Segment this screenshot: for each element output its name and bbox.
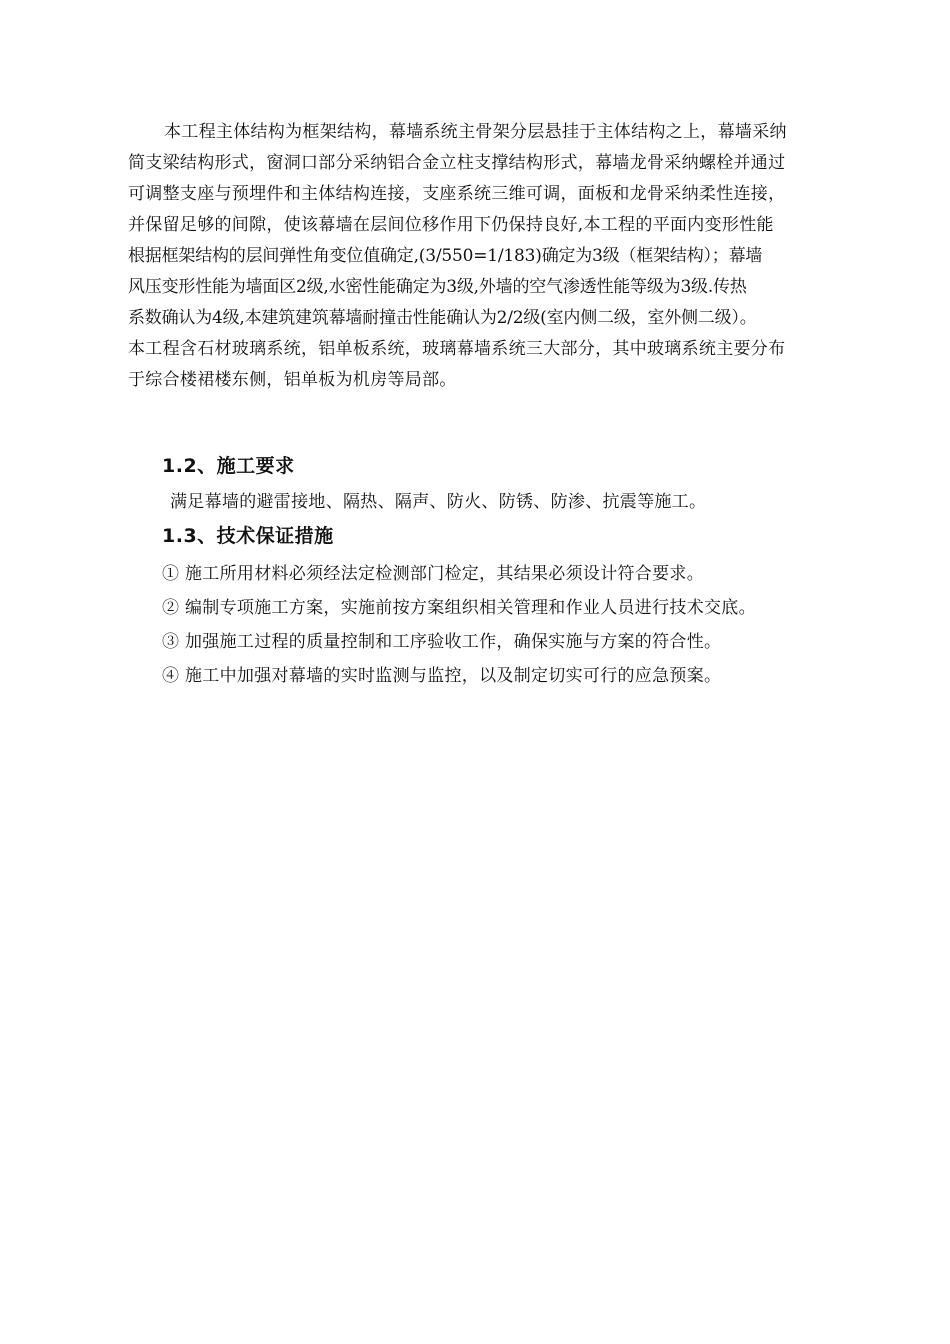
list-item: ② 编制专项施工方案，实施前按方案组织相关管理和作业人员进行技术交底。 [162,598,756,618]
paragraph-line: 本工程含石材玻璃系统，铝单板系统，玻璃幕墙系统三大部分，其中玻璃系统主要分布 [128,339,786,359]
construction-requirements-text: 满足幕墙的避雷接地、隔热、隔声、防火、防锈、防渗、抗震等施工。 [170,492,707,512]
heading-construction-requirements: 1.2、施工要求 [162,455,295,477]
paragraph-line: 本工程主体结构为框架结构，幕墙系统主骨架分层悬挂于主体结构之上，幕墙采纳 [164,122,787,142]
technical-measures-list [162,557,862,693]
paragraph-line: 可调整支座与预埋件和主体结构连接，支座系统三维可调，面板和龙骨采纳柔性连接， [128,184,786,204]
list-item: ③ 加强施工过程的质量控制和工序验收工作，确保实施与方案的符合性。 [162,632,722,652]
paragraph-line: 风压变形性能为墙面区2级,水密性能确定为3级,外墙的空气渗透性能等级为3级.传热 [128,277,747,297]
heading-technical-measures: 1.3、技术保证措施 [162,525,334,547]
paragraph-line: 并保留足够的间隙，使该幕墙在层间位移作用下仍保持良好,本工程的平面内变形性能 [128,215,774,235]
paragraph-line: 系数确认为4级,本建筑建筑幕墙耐撞击性能确认为2/2级(室内侧二级，室外侧二级）。 [128,308,757,328]
paragraph-line: 根据框架结构的层间弹性角变位值确定,(3/550=1/183)确定为3级（框架结构）；幕墙 [128,246,763,266]
section-overview-paragraph [128,117,888,396]
list-item: ④ 施工中加强对幕墙的实时监测与监控，以及制定切实可行的应急预案。 [162,666,722,686]
paragraph-line: 简支梁结构形式，窗洞口部分采纳铝合金立柱支撑结构形式，幕墙龙骨采纳螺栓并通过 [128,153,786,173]
list-item: ① 施工所用材料必须经法定检测部门检定，其结果必须设计符合要求。 [162,564,705,584]
paragraph-line: 于综合楼裙楼东侧，铝单板为机房等局部。 [128,370,457,390]
